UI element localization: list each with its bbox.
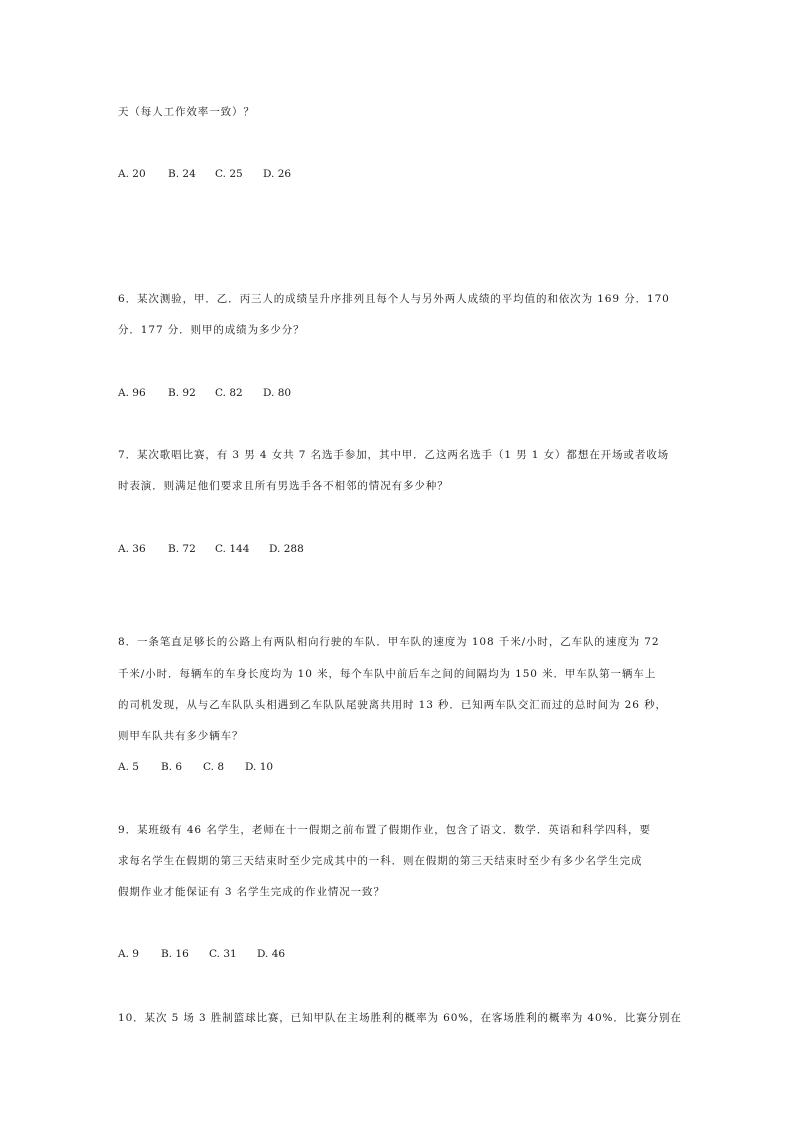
option-b: B. 16 [161,948,189,960]
q6-options [118,386,291,400]
option-d: D. 46 [257,948,286,960]
question-text-line: 千米/小时．每辆车的车身长度均为 10 米，每个车队中前后车之间的间隔均为 150 米．甲车队第一辆车上 [118,668,657,680]
option-a: A. 9 [118,948,139,960]
option-c: C. 82 [215,387,243,399]
option-c: C. 8 [203,761,225,773]
option-b: B. 6 [161,761,183,773]
q8-options [118,760,273,774]
option-d: D. 10 [245,761,274,773]
q5-options [118,167,291,181]
option-b: B. 24 [168,168,196,180]
option-a: A. 96 [118,387,146,399]
question-text-line: 天（每人工作效率一致）？ [118,106,255,118]
option-d: D. 80 [263,387,292,399]
q9-options [118,947,285,961]
option-a: A. 20 [118,168,146,180]
question-text-line: 的司机发现，从与乙车队队头相遇到乙车队队尾驶离共用时 13 秒．已知两车队交汇而过的总时间为 26 秒， [118,699,667,711]
option-c: C. 144 [215,543,250,555]
question-text-line: 分．177 分．则甲的成绩为多少分？ [118,324,305,336]
question-text-line: 7．某次歌唱比赛，有 3 男 4 女共 7 名选手参加，其中甲．乙这两名选手（1 男 1 女）都想在开场或者收场 [118,449,670,461]
option-c: C. 25 [215,168,243,180]
question-text-line: 9．某班级有 46 名学生，老师在十一假期之前布置了假期作业，包含了语文．数学．英语和科学四科，要 [118,824,651,836]
question-text-line: 则甲车队共有多少辆车？ [118,730,244,742]
option-a: A. 36 [118,543,146,555]
option-d: D. 26 [263,168,292,180]
question-text-line: 求每名学生在假期的第三天结束时至少完成其中的一科．则在假期的第三天结束时至少有多少名学生完成 [118,855,643,867]
option-d: D. 288 [269,543,304,555]
option-c: C. 31 [209,948,237,960]
option-a: A. 5 [118,761,139,773]
question-text-line: 时表演．则满足他们要求且所有男选手各不相邻的情况有多少种？ [118,480,449,492]
question-text-line: 10．某次 5 场 3 胜制篮球比赛，已知甲队在主场胜利的概率为 60%，在客场胜利的概率为 40%．比赛分别在 [118,1012,682,1024]
option-b: B. 72 [168,543,196,555]
question-text-line: 8．一条笔直足够长的公路上有两队相向行驶的车队．甲车队的速度为 108 千米/小时，乙车队的速度为 72 [118,636,660,648]
question-text-line: 6．某次测验，甲．乙．丙三人的成绩呈升序排列且每个人与另外两人成绩的平均值的和依次为 169 分．170 [118,293,670,305]
option-b: B. 92 [168,387,196,399]
q7-options [118,542,304,556]
question-text-line: 假期作业才能保证有 3 名学生完成的作业情况一致？ [118,886,385,898]
